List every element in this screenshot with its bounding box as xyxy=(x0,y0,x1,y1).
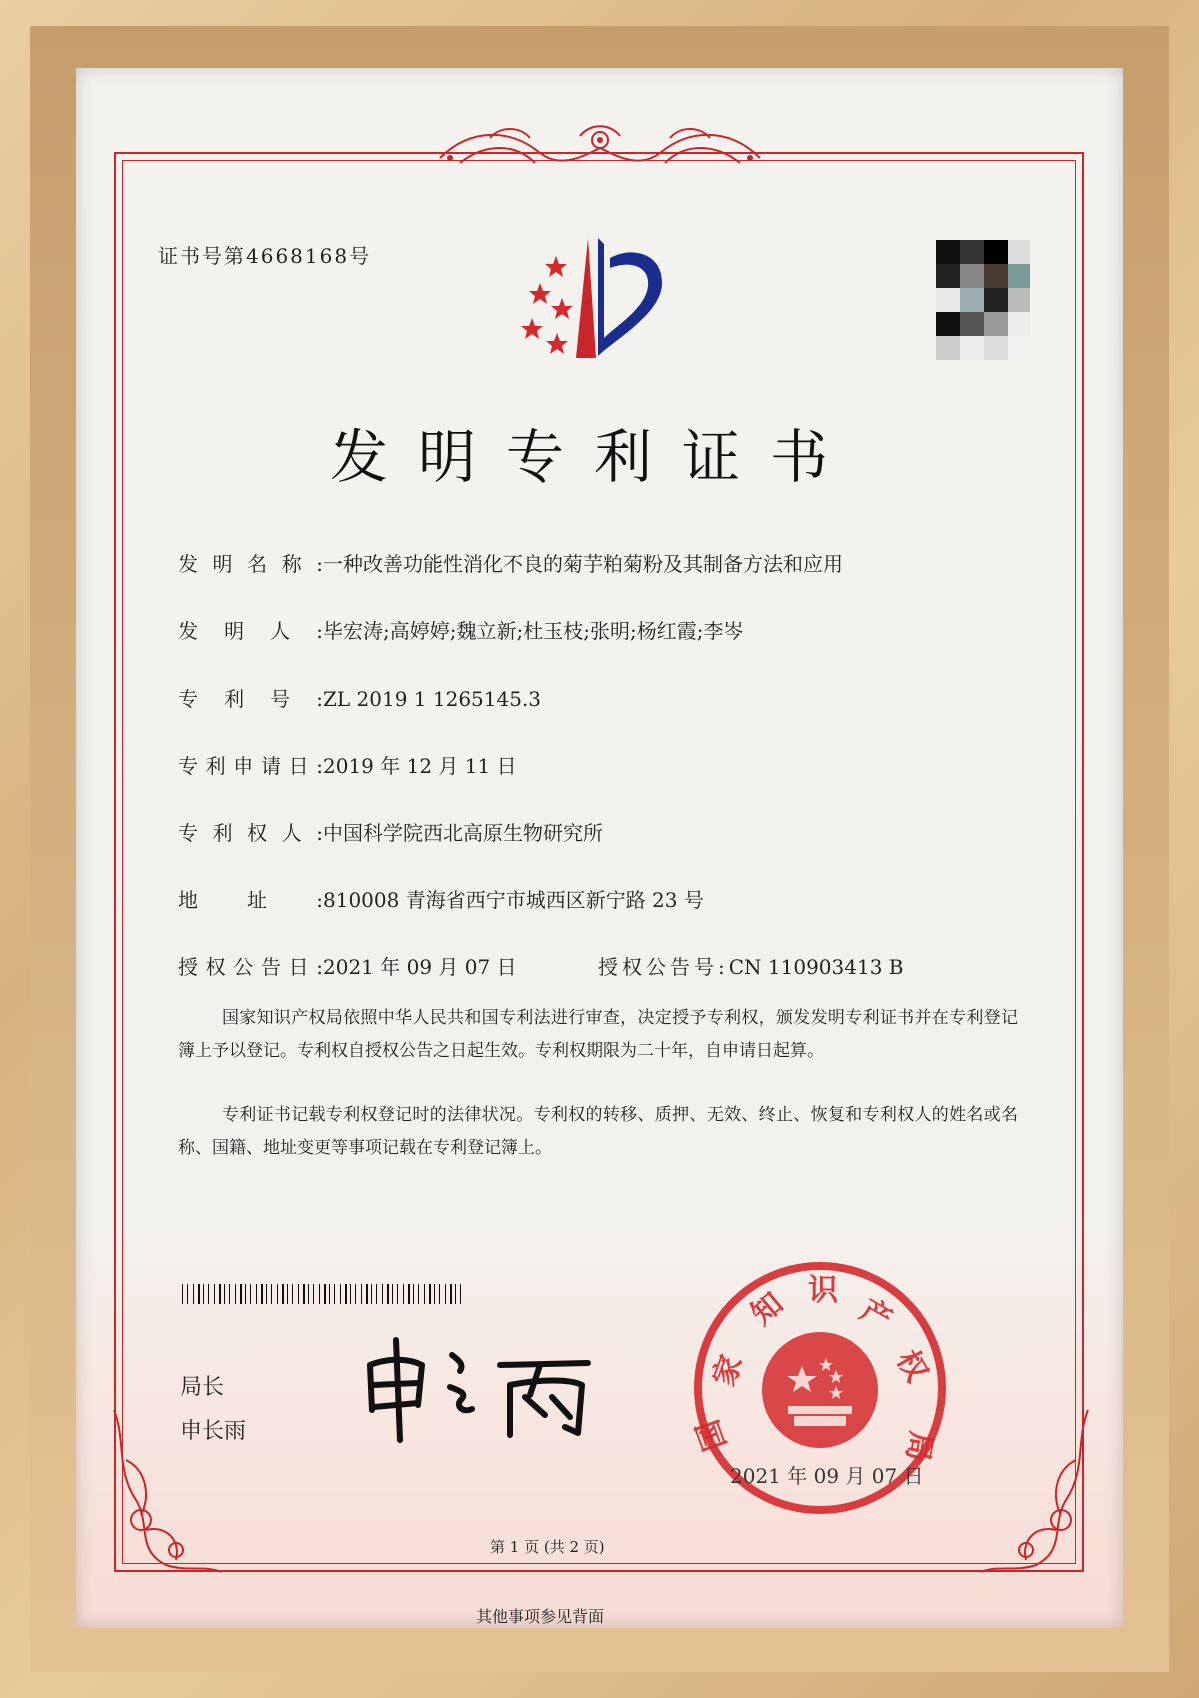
top-ornament-icon xyxy=(430,118,770,178)
field-invention-name xyxy=(178,548,843,577)
field-value: ZL 2019 1 1265145.3 xyxy=(323,687,542,711)
field-label: 发明人: xyxy=(178,619,323,643)
svg-text:国: 国 xyxy=(690,1415,734,1456)
field-announcement-number xyxy=(598,951,904,980)
field-value: 810008 青海省西宁市城西区新宁路 23 号 xyxy=(323,888,704,912)
director-title: 局长 xyxy=(180,1375,225,1400)
field-label: 授权公告日: xyxy=(178,955,323,979)
field-application-date xyxy=(178,750,517,779)
certificate-title: 发明专利证书 xyxy=(330,423,859,491)
svg-text:家: 家 xyxy=(706,1350,750,1391)
legal-paragraph-2: 专利证书记载专利权登记时的法律状况。专利权的转移、质押、无效、终止、恢复和专利权人的姓名或名称、国籍、地址变更等事项记载在专利登记簿上。 xyxy=(178,1105,1018,1158)
field-address xyxy=(178,884,704,913)
barcode-icon xyxy=(182,1284,464,1304)
cnipa-logo-icon xyxy=(512,228,682,368)
field-value: 中国科学院西北高原生物研究所 xyxy=(323,821,603,845)
field-value: 毕宏涛;高婷婷;魏立新;杜玉枝;张明;杨红霞;李岑 xyxy=(323,619,744,643)
seal-date: 2021 年 09 月 07 日 xyxy=(730,1464,924,1488)
field-label: 专利号: xyxy=(178,687,323,711)
field-label: 授权公告号: xyxy=(598,955,729,979)
field-value: CN 110903413 B xyxy=(728,955,904,979)
certificate-number: 证书号第4668168号 xyxy=(158,244,372,268)
qr-code-icon xyxy=(936,240,1030,360)
field-label: 专利权人: xyxy=(178,821,323,845)
footer-note: 其他事项参见背面 xyxy=(476,1607,605,1626)
director-signature-icon xyxy=(360,1335,600,1445)
svg-text:识: 识 xyxy=(808,1273,838,1308)
legal-paragraph-1: 国家知识产权局依照中华人民共和国专利法进行审查，决定授予专利权，颁发发明专利证书并在专利登记簿上予以登记。专利权自授权公告之日起生效。专利权期限为二十年，自申请日起算。 xyxy=(178,1008,1018,1061)
page-number: 第 1 页 (共 2 页) xyxy=(490,1538,605,1556)
svg-text:权: 权 xyxy=(889,1344,935,1388)
corner-ornament-right-icon xyxy=(976,1400,1096,1580)
field-value: 2019 年 12 月 11 日 xyxy=(323,754,517,778)
field-label: 发明名称: xyxy=(178,552,323,576)
field-announcement-date xyxy=(178,951,517,980)
field-value: 2021 年 09 月 07 日 xyxy=(323,955,517,979)
director-name: 申长雨 xyxy=(180,1419,247,1444)
field-patent-number xyxy=(178,683,541,712)
svg-text:局: 局 xyxy=(898,1428,939,1465)
field-value: 一种改善功能性消化不良的菊芋粕菊粉及其制备方法和应用 xyxy=(323,552,843,576)
field-label: 专利申请日: xyxy=(178,754,323,778)
field-inventors xyxy=(178,615,743,644)
svg-text:产: 产 xyxy=(854,1292,898,1338)
svg-text:知: 知 xyxy=(744,1286,791,1333)
field-label: 地址: xyxy=(178,888,323,912)
field-patentee xyxy=(178,817,603,846)
